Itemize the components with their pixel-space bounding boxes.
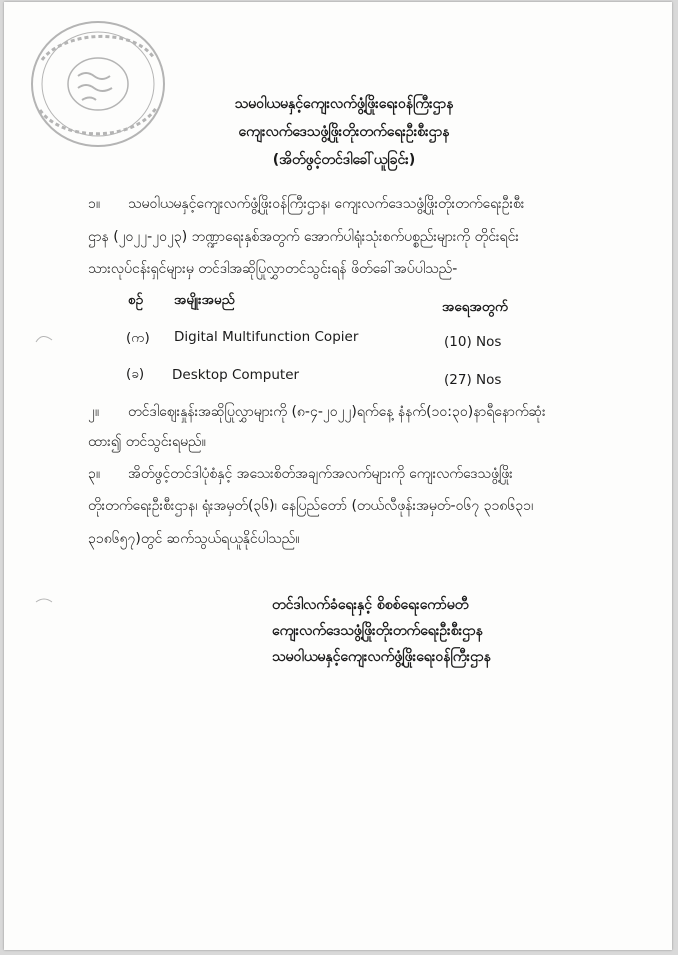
table-row-1-qty: (10) Nos <box>444 334 502 350</box>
para3-line2: တိုးတက်ရေးဦးစီးဌာန၊ ရုံးအမှတ်(၃၆)၊ နေပြည်တော် (တယ်လီဖုန်းအမှတ်-၀၆၇ ၃၁၈၆၃၁၊ <box>88 498 534 514</box>
table-row-1-item: Digital Multifunction Copier <box>174 329 359 345</box>
para2-number: ၂။ <box>88 404 100 420</box>
header-block <box>154 90 534 174</box>
para1-line3: သားလုပ်ငန်းရှင်များမှ တင်ဒါအဆိုပြုလွှာတင်သွင်းရန် ဖိတ်ခေါ်အပ်ပါသည်- <box>88 261 458 277</box>
official-seal-stamp-icon <box>22 12 170 154</box>
signature-department: ကျေးလက်ဒေသဖွံ့ဖြိုးတိုးတက်ရေးဦးစီးဌာန <box>272 623 483 639</box>
para1-line1: သမဝါယမနှင့်ကျေးလက်ဖွံ့ဖြိုးဝန်ကြီးဌာန၊ ကျေးလက်ဒေသဖွံ့ဖြိုးတိုးတက်ရေးဦးစီး <box>128 196 525 212</box>
table-row-2-item: Desktop Computer <box>172 367 300 383</box>
table-row-2-qty: (27) Nos <box>444 372 502 388</box>
table-row-2-no: (ခ) <box>126 366 145 382</box>
para3-number: ၃။ <box>88 466 101 482</box>
table-header-item: အမျိုးအမည် <box>174 292 235 308</box>
para2-line2: ထား၍ တင်သွင်းရမည်။ <box>88 434 206 450</box>
scan-mark-icon <box>34 332 54 344</box>
table-header-qty: အရေအတွက် <box>442 299 509 315</box>
para3-line3: ၃၁၈၆၅၇)တွင် ဆက်သွယ်ရယူနိုင်ပါသည်။ <box>88 531 300 547</box>
header-ministry: သမဝါယမနှင့်ကျေးလက်ဖွံ့ဖြိုးရေးဝန်ကြီးဌာန <box>234 96 454 112</box>
signature-block <box>272 592 572 670</box>
scan-mark-icon <box>34 596 54 608</box>
signature-committee: တင်ဒါလက်ခံရေးနှင့် စိစစ်ရေးကော်မတီ <box>272 597 469 613</box>
para1-number: ၁။ <box>88 196 101 212</box>
para2-line1: တင်ဒါဈေးနှုန်းအဆိုပြုလွှာများကို (၈-၄-၂၀၂၂)ရက်နေ့ နံနက်(၁၀:၃၀)နာရီနောက်ဆုံး <box>128 404 546 420</box>
para1-line2: ဌာန (၂၀၂၂-၂၀၂၃) ဘဏ္ဍာရေးနှစ်အတွက် အောက်ပါရုံးသုံးစက်ပစ္စည်းများကို တိုင်းရင်း <box>88 229 519 245</box>
para3-line1: အိတ်ဖွင့်တင်ဒါပုံစံနှင့် အသေးစိတ်အချက်အလက်များကို ကျေးလက်ဒေသဖွံ့ဖြိုး <box>128 466 513 482</box>
header-title: (အိတ်ဖွင့်တင်ဒါခေါ်ယူခြင်း) <box>272 152 416 168</box>
signature-ministry: သမဝါယမနှင့်ကျေးလက်ဖွံ့ဖြိုးရေးဝန်ကြီးဌာန <box>272 649 491 665</box>
document-page <box>4 2 672 950</box>
table-header-no: စဉ် <box>128 292 144 308</box>
table-row-1-no: (က) <box>126 330 150 346</box>
header-department: ကျေးလက်ဒေသဖွံ့ဖြိုးတိုးတက်ရေးဦးစီးဌာန <box>238 124 450 140</box>
